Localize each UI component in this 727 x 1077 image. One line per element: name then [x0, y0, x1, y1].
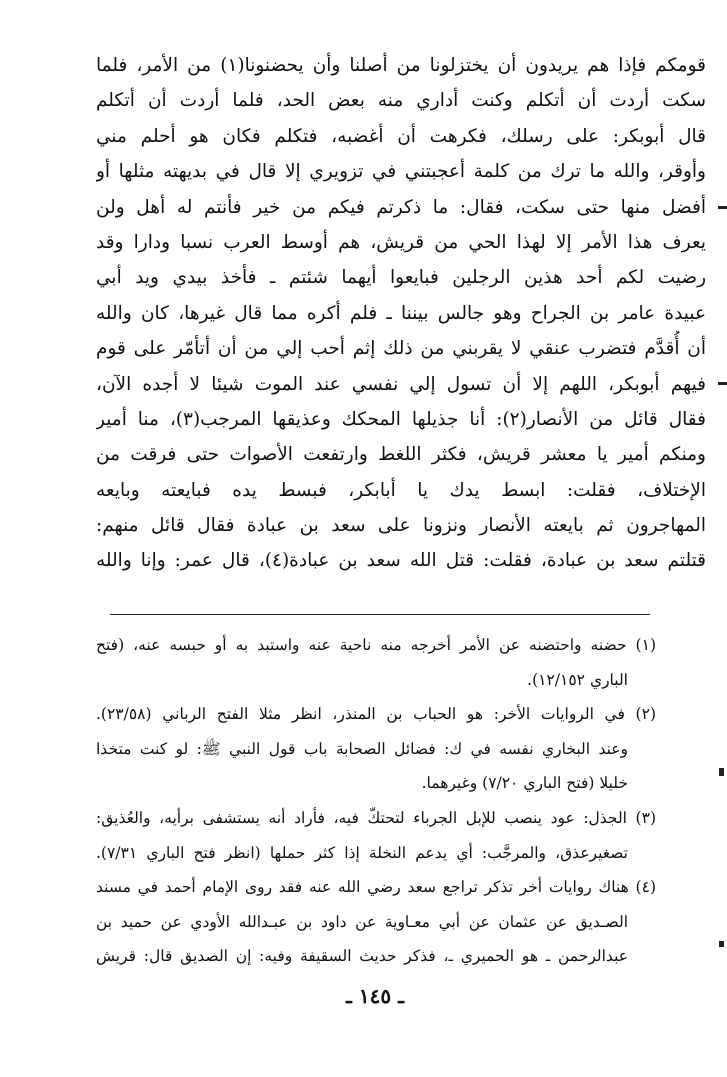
footnote-2-continuation: وعند البخاري نفسه في ك: فضائل الصحابة باب قول النبي ﷺ: لو كنت متخذا — [96, 739, 628, 758]
footnote-4: (٤) هناك روايات أخر تذكر تراجع سعد رضي الله عنه فقد روى الإمام أحمد في مسند — [96, 878, 656, 897]
footnotes — [96, 628, 656, 974]
text-line: قال أبوبكر: على رسلك، فكرهت أن أغضبه، فتكلم فكان هو أحلم مني — [96, 125, 706, 147]
text-line: رضيت لكم أحد هذين الرجلين فبايعوا أيهما شئتم ـ فأخذ بيدي ويد أبي — [96, 267, 706, 289]
text-line: قومكم فإذا هم يريدون أن يختزلونا من أصلنا وأن يحضنونا(١) من الأمر، فلما — [96, 55, 706, 76]
text-line: عبيدة عامر بن الجراح وهو جالس بيننا ـ فلم أكره مما قال غيرها، كان والله — [96, 302, 706, 324]
text-line: ومنكم أمير يا معشر قريش، فكثر اللغط وارتفعت الأصوات حتى فرقت من — [96, 444, 706, 466]
footnote-1-continuation: الباري ١٢/١٥٢). — [527, 670, 628, 689]
text-line: فيهم أبوبكر، اللهم إلا أن تسول إلي نفسي عند الموت شيئا لا أجده الآن، — [96, 373, 706, 395]
footnote-1: (١) حضنه واحتضنه عن الأمر أخرجه منه ناحية عنه واستبد به أو حبسه عنه، (فتح — [96, 636, 656, 654]
footnote-4-continuation: الصـديق عن عثمان عن أبي معـاوية عن داود بن عبـدالله الأودي عن حميد بن — [96, 912, 628, 931]
margin-mark — [719, 941, 724, 947]
margin-mark — [719, 768, 724, 776]
text-line: الإختلاف، فقلت: ابسط يدك يا أبابكر، فبسط يده فبايعته وبايعه — [96, 479, 706, 501]
main-text — [96, 48, 706, 579]
footnote-3-continuation: تصغيرعذق، والمرجَّب: أي يدعم النخلة إذا كثر حملها (انظر فتح الباري ٧/٣١). — [96, 843, 628, 862]
text-line: أن أُقدَّم فتضرب عنقي لا يقربني من ذلك إثم أحب إلي من أن أتأمّر على قوم — [96, 338, 706, 360]
footnote-4-continuation: عبدالرحمن ـ هو الحميري ـ، فذكر حديث السقيفة وفيه: إن الصديق قال: قريش — [96, 947, 628, 966]
footnote-2-continuation: خليلا (فتح الباري ٧/٢٠) وغيرهما. — [421, 774, 628, 793]
footnote-2: (٢) في الروايات الأخر: هو الحباب بن المنذر، انظر مثلا الفتح الرباني (٢٣/٥٨). — [96, 705, 656, 724]
text-line: المهاجرون ثم بايعته الأنصار ونزونا على سعد بن عبادة فقال قائل منهم: — [96, 515, 706, 537]
text-line: قتلتم سعد بن عبادة، فقلت: قتل الله سعد بن عبادة(٤)، قال عمر: وإنا والله — [96, 550, 706, 572]
text-line: فقال قائل من الأنصار(٢): أنا جذيلها المحكك وعذيقها المرجب(٣)، منا أمير — [96, 408, 706, 430]
margin-mark — [718, 206, 727, 209]
footnote-3: (٣) الجذل: عود ينصب للإبل الجرباء لتحتكّ فيه، فأراد أنه يستشفى برأيه، والعُذيق: — [96, 808, 656, 827]
text-line: يعرف هذا الأمر إلا لهذا الحي من قريش، هم أوسط العرب نسبا ودارا وقد — [96, 231, 706, 253]
text-line: أفضل منها حتى سكت، فقال: ما ذكرتم فيكم من خير فأنتم له أهل ولن — [96, 196, 706, 218]
text-line: وأوقر، والله ما ترك من كلمة أعجبتني في تزويري إلا قال في بديهته مثلها أو — [96, 161, 706, 183]
text-line: سكت أردت أن أتكلم وكنت أداري منه بعض الحد، فلما أردت أن أتكلم — [96, 90, 706, 112]
footnote-separator — [110, 614, 650, 615]
margin-mark — [718, 382, 727, 385]
page-number: ـ ١٤٥ ـ — [346, 984, 404, 1008]
